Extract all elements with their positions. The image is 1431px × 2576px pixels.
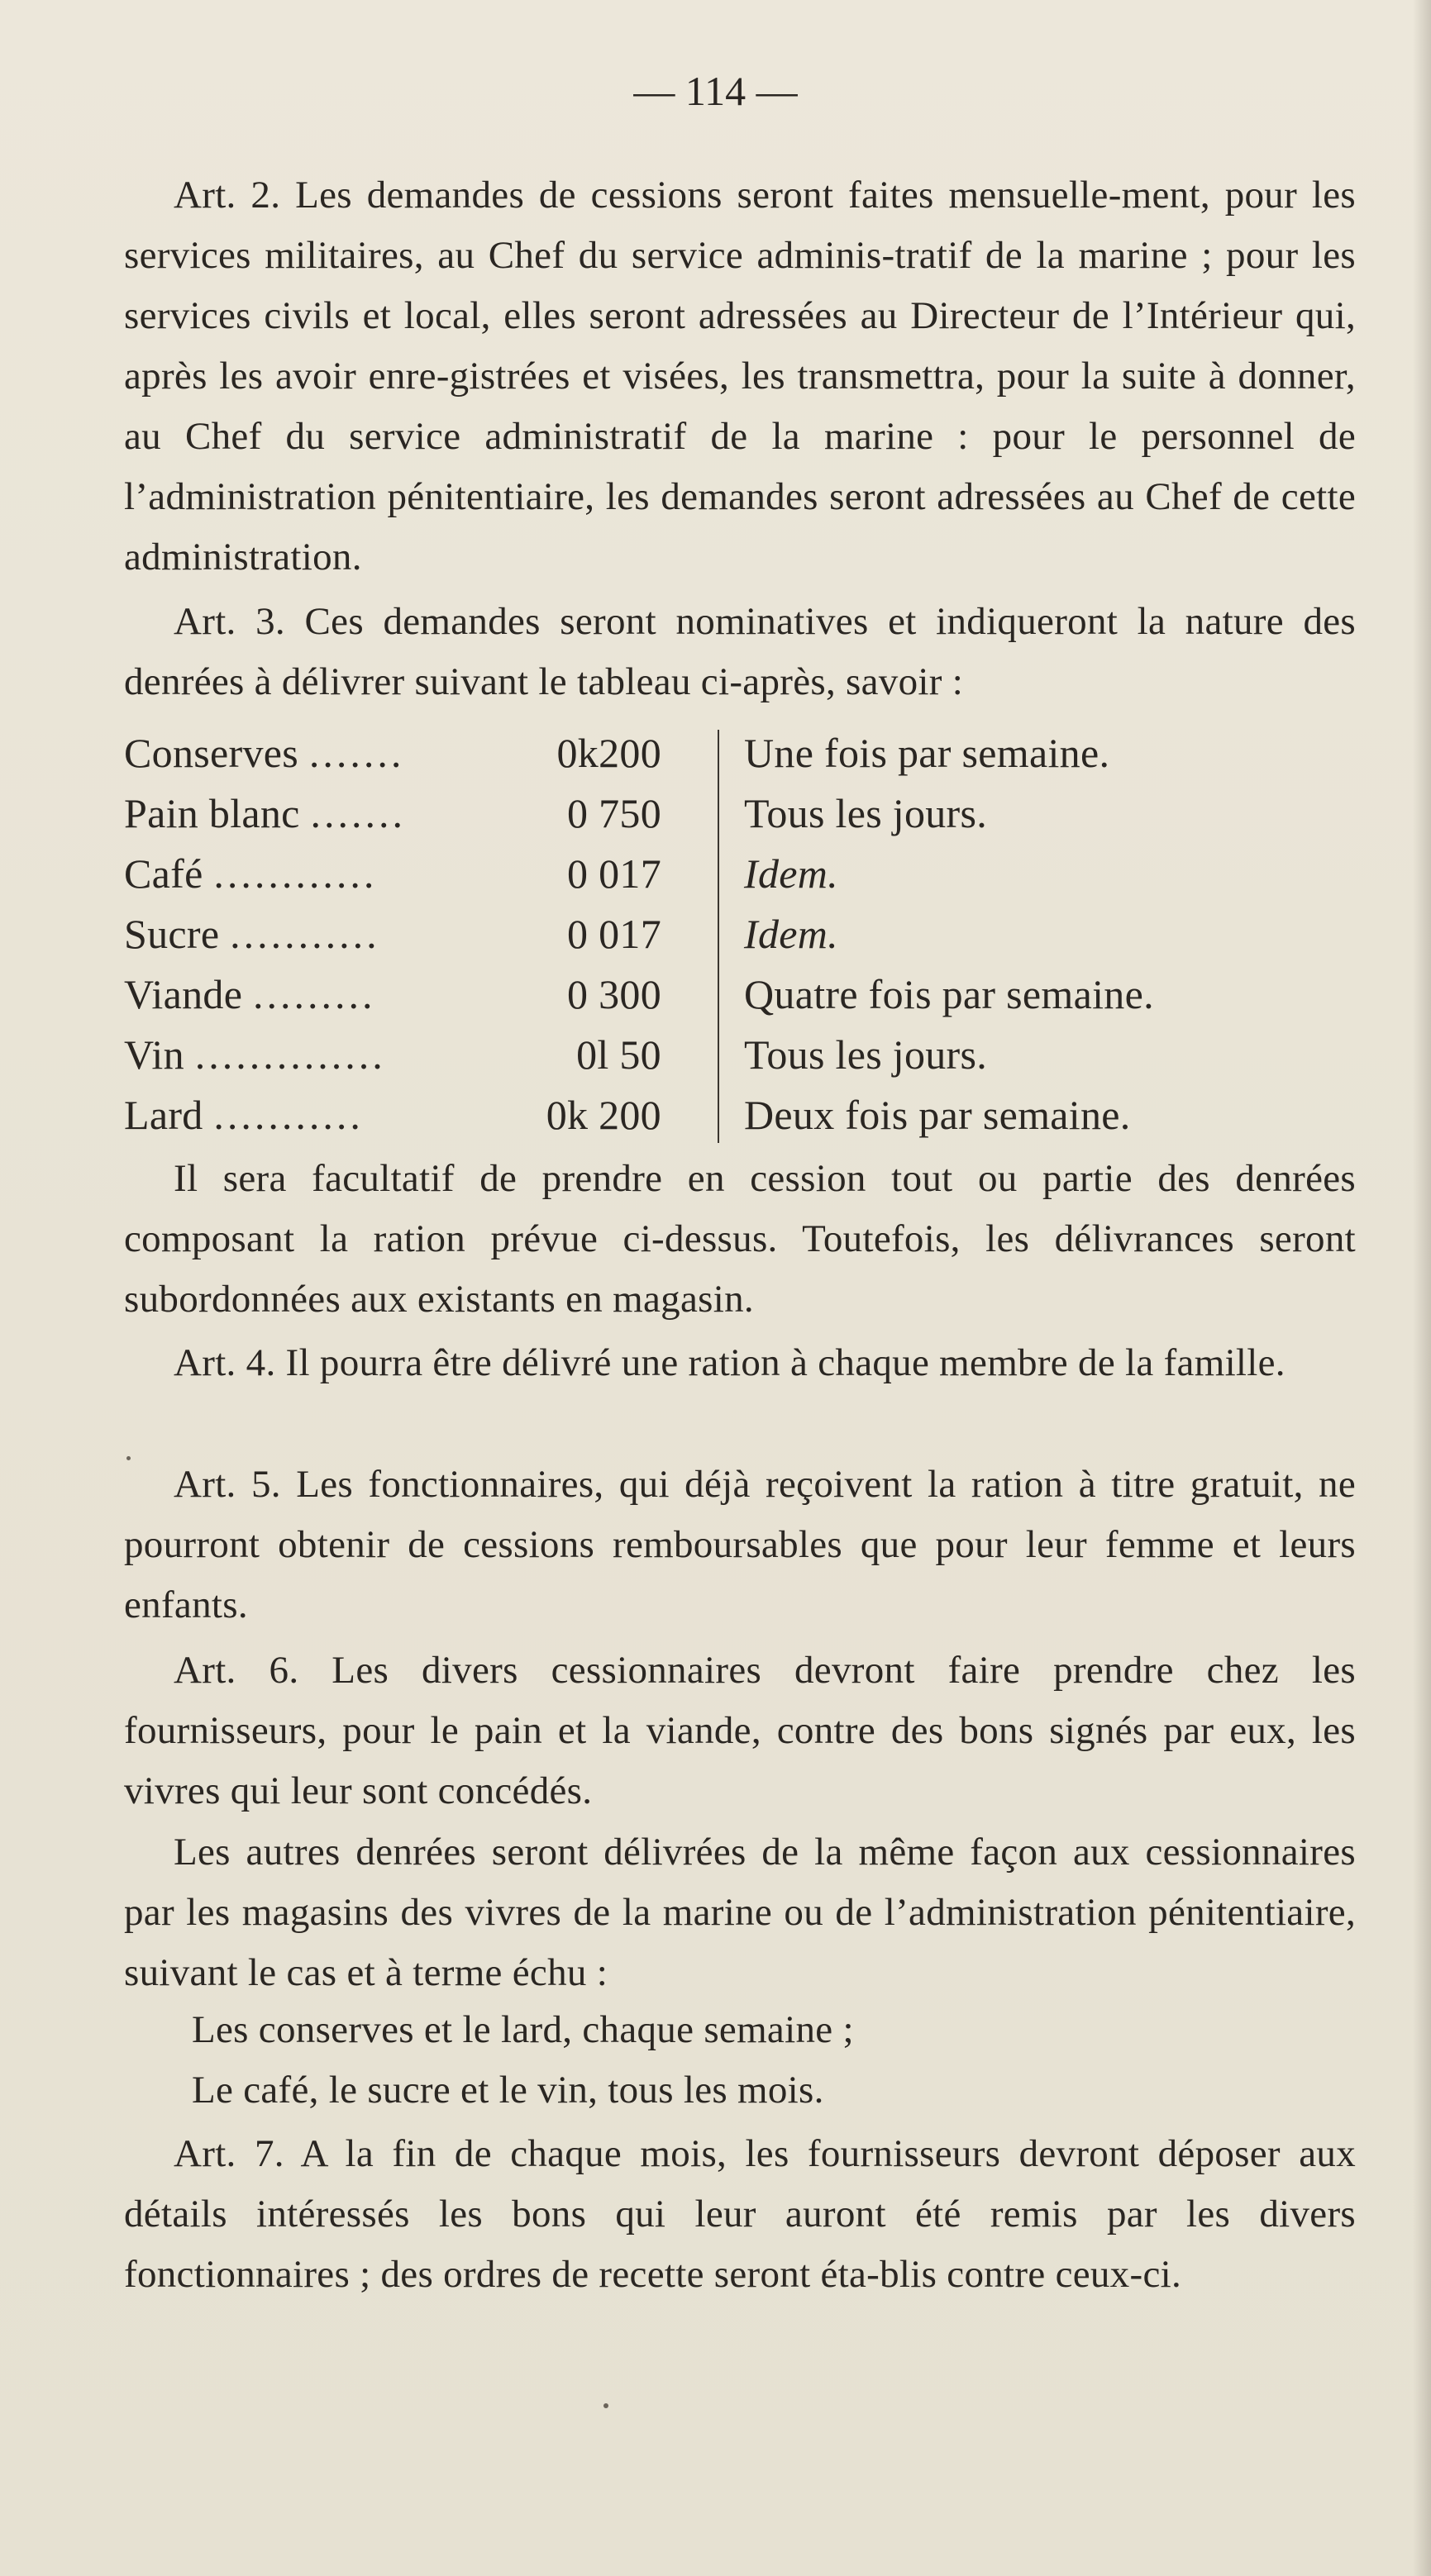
table-row xyxy=(124,783,1356,844)
item-frequency: Une fois par semaine. xyxy=(744,730,1110,776)
item-quantity: 0 017 xyxy=(567,850,661,897)
leader-dots: ....... xyxy=(310,790,406,836)
item-name: Café xyxy=(124,850,203,897)
leader-dots: ......... xyxy=(253,971,376,1017)
article-4: Art. 4. Il pourra être délivré une ration à chaque membre de la famille. xyxy=(174,1341,1286,1384)
item-quantity: 0l 50 xyxy=(576,1031,661,1078)
item-frequency: Idem. xyxy=(744,850,838,897)
table-row xyxy=(124,964,1356,1025)
article-2: Art. 2. Les demandes de cessions seront faites mensuelle-ment, pour les services militaires, au Chef du service adminis-tratif de la marine ; pour les services civils et local, elles seront adressées au Directeur de l’Intérieur qui, après les avoir enre-gistrées et visées, les transmettra, pour la suite à donner, au Chef du service administratif de la marine : pour le personnel de l’administration pénitentiaire, les demandes seront adressées au Chef de cette administration. xyxy=(124,174,1356,579)
leader-dots: .............. xyxy=(194,1031,386,1078)
item-quantity: 0 750 xyxy=(567,790,661,836)
leader-dots: ............ xyxy=(213,850,378,897)
article-5: Art. 5. Les fonctionnaires, qui déjà reçoivent la ration à titre gratuit, ne pourront obtenir de cessions remboursables que pour leur femme et leurs enfants. xyxy=(124,1463,1356,1626)
table-row xyxy=(124,844,1356,904)
item-name: Lard xyxy=(124,1092,203,1138)
item-frequency: Tous les jours. xyxy=(744,790,988,836)
item-quantity: 0k200 xyxy=(556,730,661,776)
article-6: Art. 6. Les divers cessionnaires devront faire prendre chez les fournisseurs, pour le pain et la viande, contre des bons signés par eux, les vivres qui leur sont concédés. xyxy=(124,1649,1356,1812)
item-quantity: 0 300 xyxy=(567,971,661,1017)
item-frequency: Quatre fois par semaine. xyxy=(744,971,1154,1017)
ration-table xyxy=(124,723,1356,1145)
delivery-schedule-list xyxy=(124,2000,1356,2121)
page-edge-shadow xyxy=(1413,0,1431,2576)
item-name: Pain blanc xyxy=(124,790,300,836)
list-item: Les conserves et le lard, chaque semaine ; xyxy=(192,2008,854,2051)
item-quantity: 0k 200 xyxy=(546,1092,661,1138)
item-quantity: 0 017 xyxy=(567,911,661,957)
page-number: — 114 — xyxy=(633,68,798,114)
item-name: Vin xyxy=(124,1031,184,1078)
item-frequency: Idem. xyxy=(744,911,838,957)
leader-dots: ........... xyxy=(213,1092,364,1138)
table-row xyxy=(124,723,1356,783)
item-frequency: Deux fois par semaine. xyxy=(744,1092,1131,1138)
article-6-continued: Les autres denrées seront délivrées de la même façon aux cessionnaires par les magasins des vivres de la marine ou de l’administration pénitentiaire, suivant le cas et à terme échu : xyxy=(124,1831,1356,1994)
item-name: Sucre xyxy=(124,911,220,957)
list-item: Le café, le sucre et le vin, tous les mois. xyxy=(192,2069,824,2112)
table-row xyxy=(124,1085,1356,1145)
table-note: Il sera facultatif de prendre en cession tout ou partie des denrées composant la ration prévue ci-dessus. Toutefois, les délivrances seront subordonnées aux existants en magasin. xyxy=(124,1157,1356,1321)
article-7: Art. 7. A la fin de chaque mois, les fournisseurs devront déposer aux détails intéressés les bons qui leur auront été remis par les divers fonctionnaires ; des ordres de recette seront éta-blis contre ceux-ci. xyxy=(124,2132,1356,2296)
item-name: Viande xyxy=(124,971,243,1017)
leader-dots: ....... xyxy=(308,730,405,776)
table-row xyxy=(124,904,1356,964)
article-3: Art. 3. Ces demandes seront nominatives et indiqueront la nature des denrées à délivrer suivant le tableau ci-après, savoir : xyxy=(124,600,1356,703)
item-frequency: Tous les jours. xyxy=(744,1031,988,1078)
item-name: Conserves xyxy=(124,730,299,776)
paper-speck xyxy=(603,2403,608,2408)
leader-dots: ........... xyxy=(230,911,380,957)
paper-speck xyxy=(126,1456,131,1460)
table-row xyxy=(124,1025,1356,1085)
